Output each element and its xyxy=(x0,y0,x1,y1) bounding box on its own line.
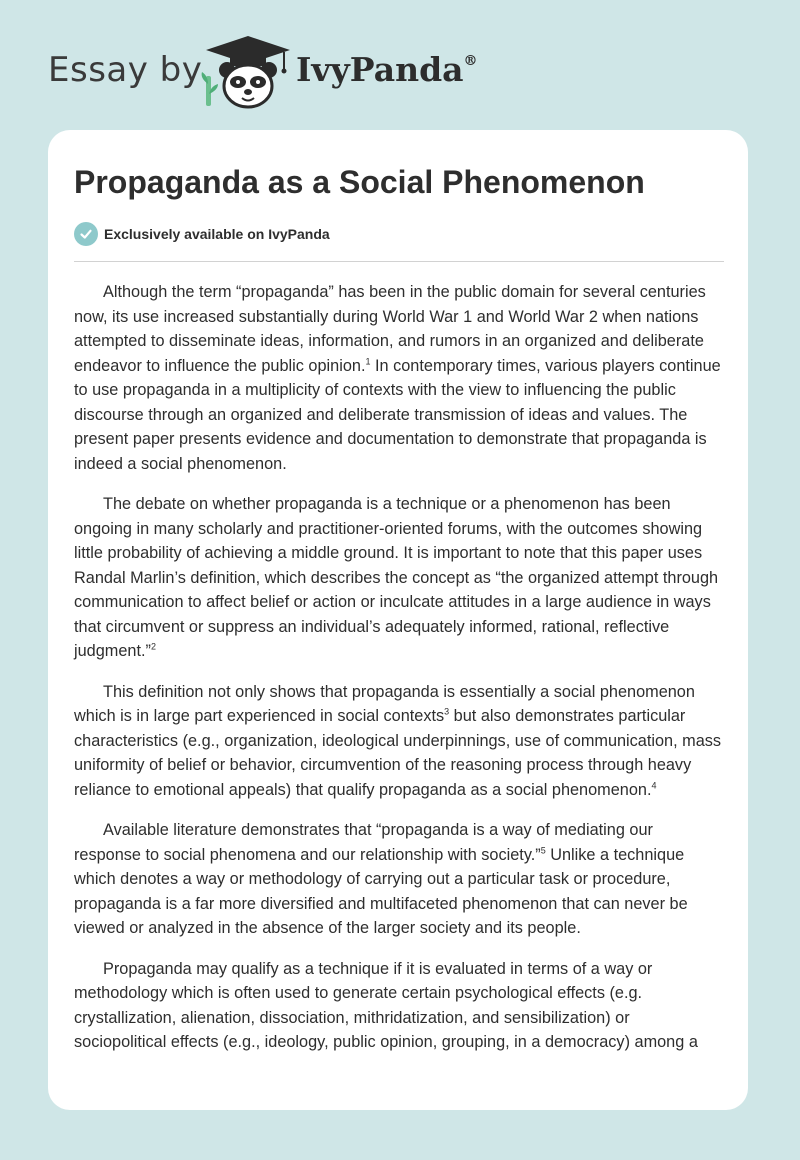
essay-paragraph: Although the term “propaganda” has been in the public domain for several centuries now, its use increased substantially during World War 1 and World War 2 when nations attempted to disseminate ideas, information, and rumors in an organized and deliberate endeavor to influence the public opinion.$^1$ In contemporary times, various players continue to use propaganda in a multiplicity of contexts with the view to influencing the public discourse through an organized and deliberate transmission of ideas and values. The present paper presents evidence and documentation to demonstrate that propaganda is indeed a social phenomenon. xyxy=(74,283,721,473)
essay-body xyxy=(74,280,724,1071)
footnote-marker[interactable]: 4 xyxy=(651,780,657,791)
essay-card xyxy=(48,130,748,1110)
badge-label: Exclusively available on IvyPanda xyxy=(104,226,330,242)
panda-logo-icon[interactable] xyxy=(200,34,296,110)
essay-paragraph: Available literature demonstrates that “propaganda is a way of mediating our response to social phenomena and our relationship with society.”$^5$ Unlike a technique which denotes a way or methodology of carrying out a particular task or procedure, propaganda is a far more diversified and multifaceted phenomenon that can never be viewed or analyzed in the absence of the larger society and its people. xyxy=(74,821,688,937)
check-icon xyxy=(74,222,98,246)
brand-name xyxy=(296,50,478,89)
essay-paragraph: Propaganda may qualify as a technique if it is evaluated in terms of a way or methodology which is often used to generate certain psychological effects (e.g. crystallization, alienation, dissociation, mithridatization, and sensibilization) or sociopolitical effects (e.g., ideology, public opinion, grouping, in a democracy) among a xyxy=(74,959,698,1051)
footnote-marker[interactable]: 2 xyxy=(150,641,156,652)
site-header xyxy=(0,0,800,130)
exclusive-badge xyxy=(74,222,330,246)
essay-paragraph: The debate on whether propaganda is a technique or a phenomenon has been ongoing in many scholarly and practitioner-oriented forums, with the outcomes showing little probability of achieving a middle ground. It is important to note that this paper uses Randal Marlin’s definition, which describes the concept as “the organized attempt through communication to affect belief or action or inculcate attitudes in a large audience in ways that circumvent or suppress an individual’s adequately informed, rational, reflective judgment.”$^2$ xyxy=(74,495,719,660)
brand-prefix: Essay by xyxy=(48,50,203,90)
registered-mark: ® xyxy=(463,53,478,69)
page-title: Propaganda as a Social Phenomenon xyxy=(74,164,645,200)
brand-name-text: IvyPanda xyxy=(296,50,464,89)
divider xyxy=(74,261,724,262)
footnote-marker[interactable]: 5 xyxy=(540,845,546,856)
footnote-marker[interactable]: 1 xyxy=(365,356,371,367)
essay-paragraph: This definition not only shows that propaganda is essentially a social phenomenon which is in large part experienced in social contexts$^3$ but also demonstrates particular characteristics (e.g., organization, ideological underpinnings, use of communication, mass uniformity of belief or behavior, circumvention of the reasoning process through heavy reliance to emotional appeals) that qualify propaganda as a social phenomenon.$^4$ xyxy=(74,682,722,799)
footnote-marker[interactable]: 3 xyxy=(444,706,450,717)
